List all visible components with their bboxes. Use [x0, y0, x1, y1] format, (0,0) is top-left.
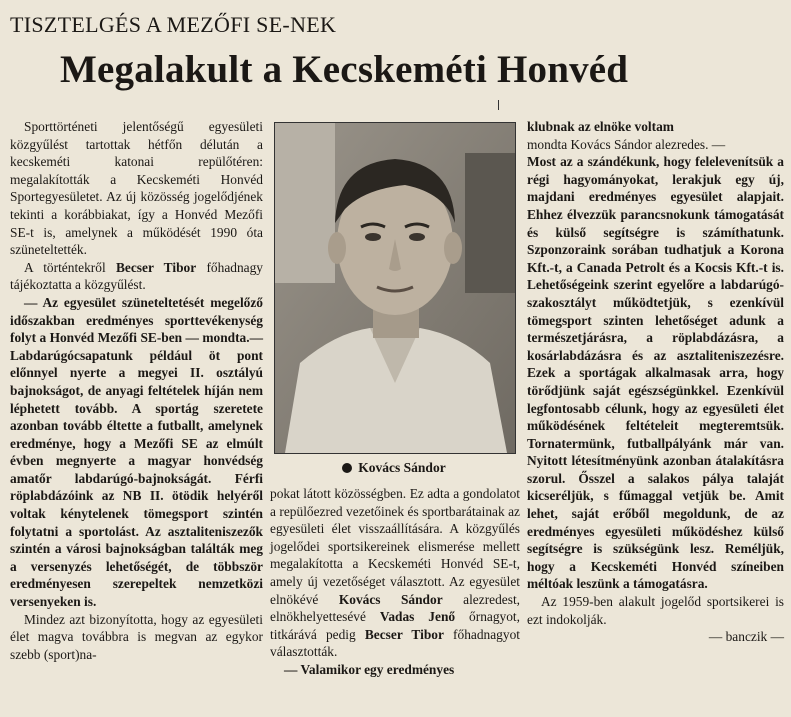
article-headline: Megalakult a Kecskeméti Honvéd [60, 48, 629, 91]
portrait-illustration [275, 123, 515, 453]
person-vadas-jeno: Vadas Jenő [379, 609, 456, 625]
caption-bullet-icon [342, 463, 352, 473]
article-signature: — banczik — [708, 629, 784, 645]
middle-column [270, 485, 520, 679]
right-paragraph-2: mondta Kovács Sándor alezredes. — [527, 136, 726, 152]
right-paragraph-4: Az 1959-ben alakult jogelőd sportsikerei is ezt indokolják. [527, 594, 784, 627]
portrait-photo [274, 122, 516, 454]
left-paragraph-4: Mindez azt bizonyította, hogy az egyesületi élet magva továbbra is megvan az egykor szebb (sport)na- [10, 611, 263, 662]
middle-text-e: főhadnagyot választották. [270, 626, 520, 660]
middle-paragraph-1 [270, 485, 520, 661]
person-becser-tibor: Becser Tibor [115, 259, 197, 275]
middle-text-c: alezredest, elnökhelyettesévé [270, 591, 521, 625]
left-column [10, 118, 263, 663]
person-kovacs-sandor: Kovács Sándor [338, 591, 443, 607]
left-paragraph-2-pre: A történtekről [24, 259, 116, 275]
article-kicker: TISZTELGÉS A MEZŐFI SE-NEK [10, 12, 337, 37]
right-column [527, 118, 784, 646]
left-paragraph-2 [10, 259, 263, 294]
caption-text: Kovács Sándor [358, 460, 446, 475]
right-paragraph-3: Most az a szándékunk, hogy felelevenítsük a régi hagyományokat, lerakjuk egy új, majdani eredményes egyesület alapjait. Ehhez élvezzük parancsnokunk támogatását és külső segítségre is számíthatunk. Szponzoraink sorában tudhatjuk a Korona Kft.-t, a Canada Petrolt és a Kocsis Kft.-t is. Lehetőségeink szerint egyelőre a labdarúgó-szakosztályt működtetjük, s ezenkívül tömegsport szinten lehetőséget adunk a természetjárásra, a röplabdázásra, a kosárlabdázásra és az asztaliteniszezésre. Ezek a sportágak alkalmasak arra, hogy törődjünk saját egészségünkkel. Ezenkívül legfontosabb célunk, hogy az egyesületi élet működésének feltételeit megteremtsük. Tornatermünk, futballpályánk már van. Nyitott létesítményünk azonban átalakításra szorul. Ősszel a salakos pálya talaját kicseréljük, s fűmaggal vetjük be. Amit lehet, saját erőből megoldunk, de az eredményes egyesületi működéshez külső segítségre is szükségünk lesz. Reméljük, hogy a Kecskeméti Honvéd színeiben méltóak leszünk a támogatásra. [527, 154, 784, 592]
right-paragraph-1: klubnak az elnöke voltam [527, 119, 674, 134]
middle-paragraph-2: — Valamikor egy eredményes [284, 661, 455, 677]
photo-caption [274, 460, 514, 476]
left-paragraph-1: Sporttörténeti jelentőségű egyesületi közgyűlést tartottak hétfőn délután a kecskeméti katonai repülőtéren: megalakították a Kecskeméti Honvéd Sportegyesületet. Az új közösség jogelődjének tekinti a korábbiakat, így a Honvéd Mezőfi SE-t is, amelynek a működését 1990 óta szüneteltették. [10, 119, 263, 258]
middle-text-d: őrnagyot, titkárává pedig [270, 609, 520, 642]
column-divider-mark [498, 100, 499, 110]
left-paragraph-3: — Az egyesület szüneteltetését megelőző időszakban eredményes sporttevékenység folyt a Honvéd Mezőfi SE-ben — mondta.— Labdarúgócsapatunk például öt pont előnnyel nyerte a megyei II. osztályú bajnokságot, de anyagi feltételek híján nem léphetett tovább. A sportág szeretete azonban tovább éltette a futballt, amelynek eredménye, hogy a Mezőfi SE az elmúlt évben megnyerte a magyar honvédség amatőr labdarúgó-bajnokságát. Férfi röplabdázóink az NB II. ötödik helyéről voltak kénytelenek tömegsport szintén folytatni a sportolást. Az asztaliteniszezők szintén a városi bajnokságban találták meg a versenyzés lehetőségét, de többször eredményesen szerepeltek nemzetközi versenyeken is. [10, 294, 263, 610]
middle-text-a: pokat látott közösségben. Ez adta a gondolatot a repülőezred vezetőinek és sportbarátainak az egyesületi élet visszaállítására. A közgyűlés jogelődei sportsikereinek elismerése mellett megalakította a Kecskeméti Honvéd SE-t, amely új vezetőséget választott. Az egyesület elnökévé [270, 486, 520, 607]
left-paragraph-2-post: főhadnagy tájékoztatta a közgyűlést. [10, 259, 263, 293]
person-becser-tibor-2: Becser Tibor [364, 626, 444, 642]
